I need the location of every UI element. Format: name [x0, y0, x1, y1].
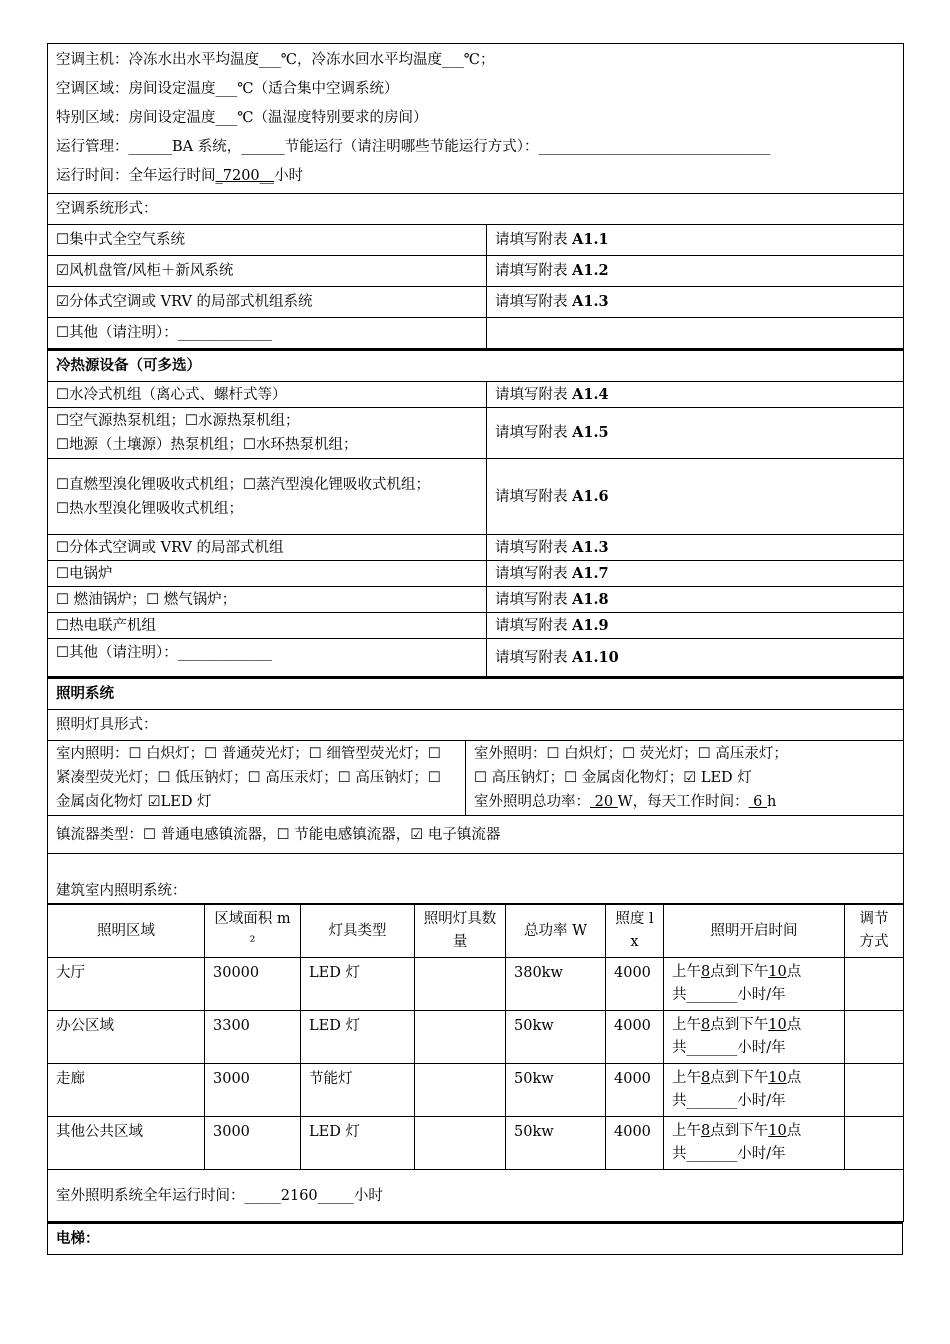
area-cell[interactable]: 3300	[205, 1011, 301, 1064]
on-hour: 8	[701, 1070, 711, 1086]
time-total: 共_______小时/年	[672, 1146, 786, 1162]
ref-code: A1.1	[572, 231, 609, 248]
time-total: 共_______小时/年	[672, 1040, 786, 1056]
outdoor-line-2: ☐ 高压钠灯；☐ 金属卤化物灯；☑ LED 灯	[474, 770, 752, 786]
time-total: 共_______小时/年	[672, 987, 786, 1003]
lux-cell[interactable]: 4000	[606, 1117, 664, 1170]
on-time-cell[interactable]	[664, 1011, 845, 1064]
ref-code: A1.3	[572, 538, 609, 556]
col-header: 调节方式	[845, 905, 904, 958]
area-name-cell: 走廊	[48, 1064, 205, 1117]
ref-prefix: 请填写附表	[495, 386, 573, 403]
area-cell[interactable]: 3000	[205, 1064, 301, 1117]
ch-option-line: ☐水冷式机组（离心式、螺杆式等）	[56, 386, 287, 403]
power-cell[interactable]: 50kw	[506, 1064, 606, 1117]
time-label-mid: 点到下午	[710, 1070, 769, 1086]
ch-option-6[interactable]	[48, 587, 487, 613]
outdoor-power-mid: W，每天工作时间：	[617, 794, 749, 810]
ref-code: A1.7	[572, 564, 609, 582]
on-hour: 8	[701, 1017, 711, 1033]
table-row	[48, 1117, 904, 1170]
outdoor-power-line	[474, 790, 895, 814]
ch-option-line: ☐分体式空调或 VRV 的局部式机组	[56, 539, 284, 556]
time-label-am: 上午	[672, 1070, 701, 1086]
ac-area-line: 空调区域：房间设定温度___℃（适合集中空调系统）	[56, 81, 399, 97]
ac-runtime-line	[56, 162, 895, 191]
ch-option-line: ☐热电联产机组	[56, 617, 156, 634]
outdoor-annual-runtime[interactable]: 室外照明系统全年运行时间：_____2160_____小时	[48, 1170, 904, 1222]
off-hour: 10	[768, 1070, 787, 1086]
col-header: 照明灯具数量	[415, 905, 506, 958]
lighting-table	[47, 677, 904, 904]
col-header: 区域面积 m²	[205, 905, 301, 958]
count-cell[interactable]	[415, 1011, 506, 1064]
time-label-am: 上午	[672, 964, 701, 980]
ac-option-1[interactable]: ☐集中式全空气系统	[48, 225, 487, 256]
ch-option-8[interactable]	[48, 639, 487, 677]
ac-ops-line: 运行管理：______BA 系统，______节能运行（请注明哪些节能运行方式）：________________________________	[56, 139, 771, 155]
fixture-cell[interactable]: 节能灯	[301, 1064, 415, 1117]
time-label-mid: 点到下午	[710, 1123, 769, 1139]
cold-heat-table	[47, 349, 904, 677]
mode-cell[interactable]	[845, 1011, 904, 1064]
ac-ref-2	[487, 256, 904, 287]
count-cell[interactable]	[415, 1117, 506, 1170]
ref-code: A1.2	[572, 262, 609, 279]
mode-cell[interactable]	[845, 1064, 904, 1117]
ac-ref-4	[487, 318, 904, 349]
ballast-type[interactable]: 镇流器类型：☐ 普通电感镇流器，☐ 节能电感镇流器，☑ 电子镇流器	[48, 816, 904, 854]
elevator-table	[47, 1222, 903, 1255]
time-label-point: 点	[786, 1017, 802, 1033]
ac-ref-3	[487, 287, 904, 318]
ch-option-3[interactable]	[48, 459, 487, 535]
elevator-header: 电梯：	[48, 1223, 903, 1255]
ac-runtime-suffix: 小时	[274, 168, 304, 184]
ch-ref-5	[487, 561, 904, 587]
ac-host-line: 空调主机：冷冻水出水平均温度___℃，冷冻水回水平均温度___℃；	[56, 52, 495, 68]
time-label-am: 上午	[672, 1123, 701, 1139]
ch-option-line: ☐ 燃油锅炉；☐ 燃气锅炉；	[56, 591, 237, 608]
time-label-point: 点	[786, 964, 802, 980]
ref-code: A1.10	[572, 648, 619, 666]
off-hour: 10	[768, 964, 787, 980]
on-time-cell[interactable]	[664, 1064, 845, 1117]
ch-ref-2	[487, 408, 904, 459]
ac-table	[47, 43, 904, 349]
table-header-row	[48, 905, 904, 958]
ref-code: A1.3	[572, 293, 609, 310]
on-hour: 8	[701, 1123, 711, 1139]
fixture-cell[interactable]: LED 灯	[301, 958, 415, 1011]
area-cell[interactable]: 3000	[205, 1117, 301, 1170]
on-time-cell[interactable]	[664, 958, 845, 1011]
ch-option-line: ☐热水型溴化锂吸收式机组；	[56, 500, 243, 517]
fixture-header: 照明灯具形式：	[48, 710, 904, 741]
indoor-lighting-options[interactable]: 室内照明：☐ 白炽灯；☐ 普通荧光灯；☐ 细管型荧光灯；☐ 紧凑型荧光灯；☐ 低压钠灯；☐ 高压汞灯；☐ 高压钠灯；☐ 金属卤化物灯 ☑LED 灯	[48, 741, 466, 816]
ch-option-line: ☐直燃型溴化锂吸收式机组；☐蒸汽型溴化锂吸收式机组；	[56, 476, 430, 493]
ac-system-header: 空调系统形式：	[48, 194, 904, 225]
on-time-cell[interactable]	[664, 1117, 845, 1170]
lux-cell[interactable]: 4000	[606, 1064, 664, 1117]
fixture-cell[interactable]: LED 灯	[301, 1011, 415, 1064]
col-header: 总功率 W	[506, 905, 606, 958]
power-cell[interactable]: 380kw	[506, 958, 606, 1011]
outdoor-power-prefix: 室外照明总功率：	[474, 794, 590, 810]
ac-special-line: 特别区域：房间设定温度___℃（温湿度特别要求的房间）	[56, 110, 428, 126]
outdoor-hours-unit: h	[767, 794, 777, 810]
area-name-cell: 大厅	[48, 958, 205, 1011]
col-header: 照明区域	[48, 905, 205, 958]
ref-prefix: 请填写附表	[495, 539, 573, 556]
outdoor-line-1: 室外照明：☐ 白炽灯；☐ 荧光灯；☐ 高压汞灯；	[474, 746, 788, 762]
ref-code: A1.8	[572, 590, 609, 608]
ch-option-7[interactable]	[48, 613, 487, 639]
ch-option-line: ☐其他（请注明）：_____________	[56, 645, 272, 661]
time-label-point: 点	[786, 1070, 802, 1086]
on-hour: 8	[701, 964, 711, 980]
cold-heat-header: 冷热源设备（可多选）	[48, 350, 904, 382]
ac-option-4[interactable]: ☐其他（请注明）：_____________	[48, 318, 487, 349]
ch-option-line: ☐电锅炉	[56, 565, 113, 582]
table-row	[48, 1064, 904, 1117]
form-sheet	[47, 43, 903, 1255]
ref-prefix: 请填写附表	[495, 565, 573, 582]
ref-code: A1.6	[572, 487, 609, 505]
ref-prefix: 请填写附表	[495, 488, 573, 505]
ch-ref-8	[487, 639, 904, 677]
area-name-cell: 办公区域	[48, 1011, 205, 1064]
count-cell[interactable]	[415, 1064, 506, 1117]
col-header: 照明开启时间	[664, 905, 845, 958]
off-hour: 10	[768, 1017, 787, 1033]
mode-cell[interactable]	[845, 958, 904, 1011]
ch-ref-7	[487, 613, 904, 639]
ch-option-1[interactable]	[48, 382, 487, 408]
ref-code: A1.5	[572, 424, 609, 441]
lux-cell[interactable]: 4000	[606, 958, 664, 1011]
ref-prefix: 请填写附表	[495, 263, 573, 279]
ac-params-cell	[48, 44, 904, 194]
ac-option-3[interactable]: ☑分体式空调或 VRV 的局部式机组系统	[48, 287, 487, 318]
ref-code: A1.9	[572, 616, 609, 634]
ac-option-2[interactable]: ☑风机盘管/风柜＋新风系统	[48, 256, 487, 287]
fixture-cell[interactable]: LED 灯	[301, 1117, 415, 1170]
time-total: 共_______小时/年	[672, 1093, 786, 1109]
ref-prefix: 请填写附表	[495, 425, 573, 441]
ref-prefix: 请填写附表	[495, 617, 573, 634]
ch-option-2[interactable]	[48, 408, 487, 459]
ref-prefix: 请填写附表	[495, 649, 573, 666]
off-hour: 10	[768, 1123, 787, 1139]
lux-cell[interactable]: 4000	[606, 1011, 664, 1064]
ac-runtime-prefix: 运行时间：全年运行时间	[56, 168, 216, 184]
time-label-am: 上午	[672, 1017, 701, 1033]
ref-prefix: 请填写附表	[495, 591, 573, 608]
outdoor-power-value: 20	[590, 794, 618, 810]
outdoor-lighting-options[interactable]	[466, 741, 904, 816]
time-label-point: 点	[786, 1123, 802, 1139]
power-cell[interactable]: 50kw	[506, 1117, 606, 1170]
ref-prefix: 请填写附表	[495, 232, 573, 248]
mode-cell[interactable]	[845, 1117, 904, 1170]
indoor-lighting-table	[47, 904, 904, 1222]
ch-option-4[interactable]	[48, 535, 487, 561]
ch-ref-3	[487, 459, 904, 535]
ch-ref-1	[487, 382, 904, 408]
table-row	[48, 1011, 904, 1064]
ch-option-line: ☐空气源热泵机组；☐水源热泵机组；	[56, 413, 300, 429]
ac-ref-1	[487, 225, 904, 256]
ch-ref-4	[487, 535, 904, 561]
ref-prefix: 请填写附表	[495, 294, 573, 310]
lighting-header: 照明系统	[48, 678, 904, 710]
ch-option-5[interactable]	[48, 561, 487, 587]
table-row	[48, 958, 904, 1011]
count-cell[interactable]	[415, 958, 506, 1011]
ac-runtime-value: _7200__	[215, 168, 275, 184]
col-header: 灯具类型	[301, 905, 415, 958]
time-label-mid: 点到下午	[710, 1017, 769, 1033]
outdoor-hours-value: 6	[748, 794, 768, 810]
area-name-cell: 其他公共区域	[48, 1117, 205, 1170]
power-cell[interactable]: 50kw	[506, 1011, 606, 1064]
ch-ref-6	[487, 587, 904, 613]
time-label-mid: 点到下午	[710, 964, 769, 980]
area-cell[interactable]: 30000	[205, 958, 301, 1011]
col-header: 照度 lx	[606, 905, 664, 958]
indoor-system-title: 建筑室内照明系统：	[48, 854, 904, 904]
ch-option-line: ☐地源（土壤源）热泵机组；☐水环热泵机组；	[56, 437, 358, 453]
ref-code: A1.4	[572, 385, 609, 403]
